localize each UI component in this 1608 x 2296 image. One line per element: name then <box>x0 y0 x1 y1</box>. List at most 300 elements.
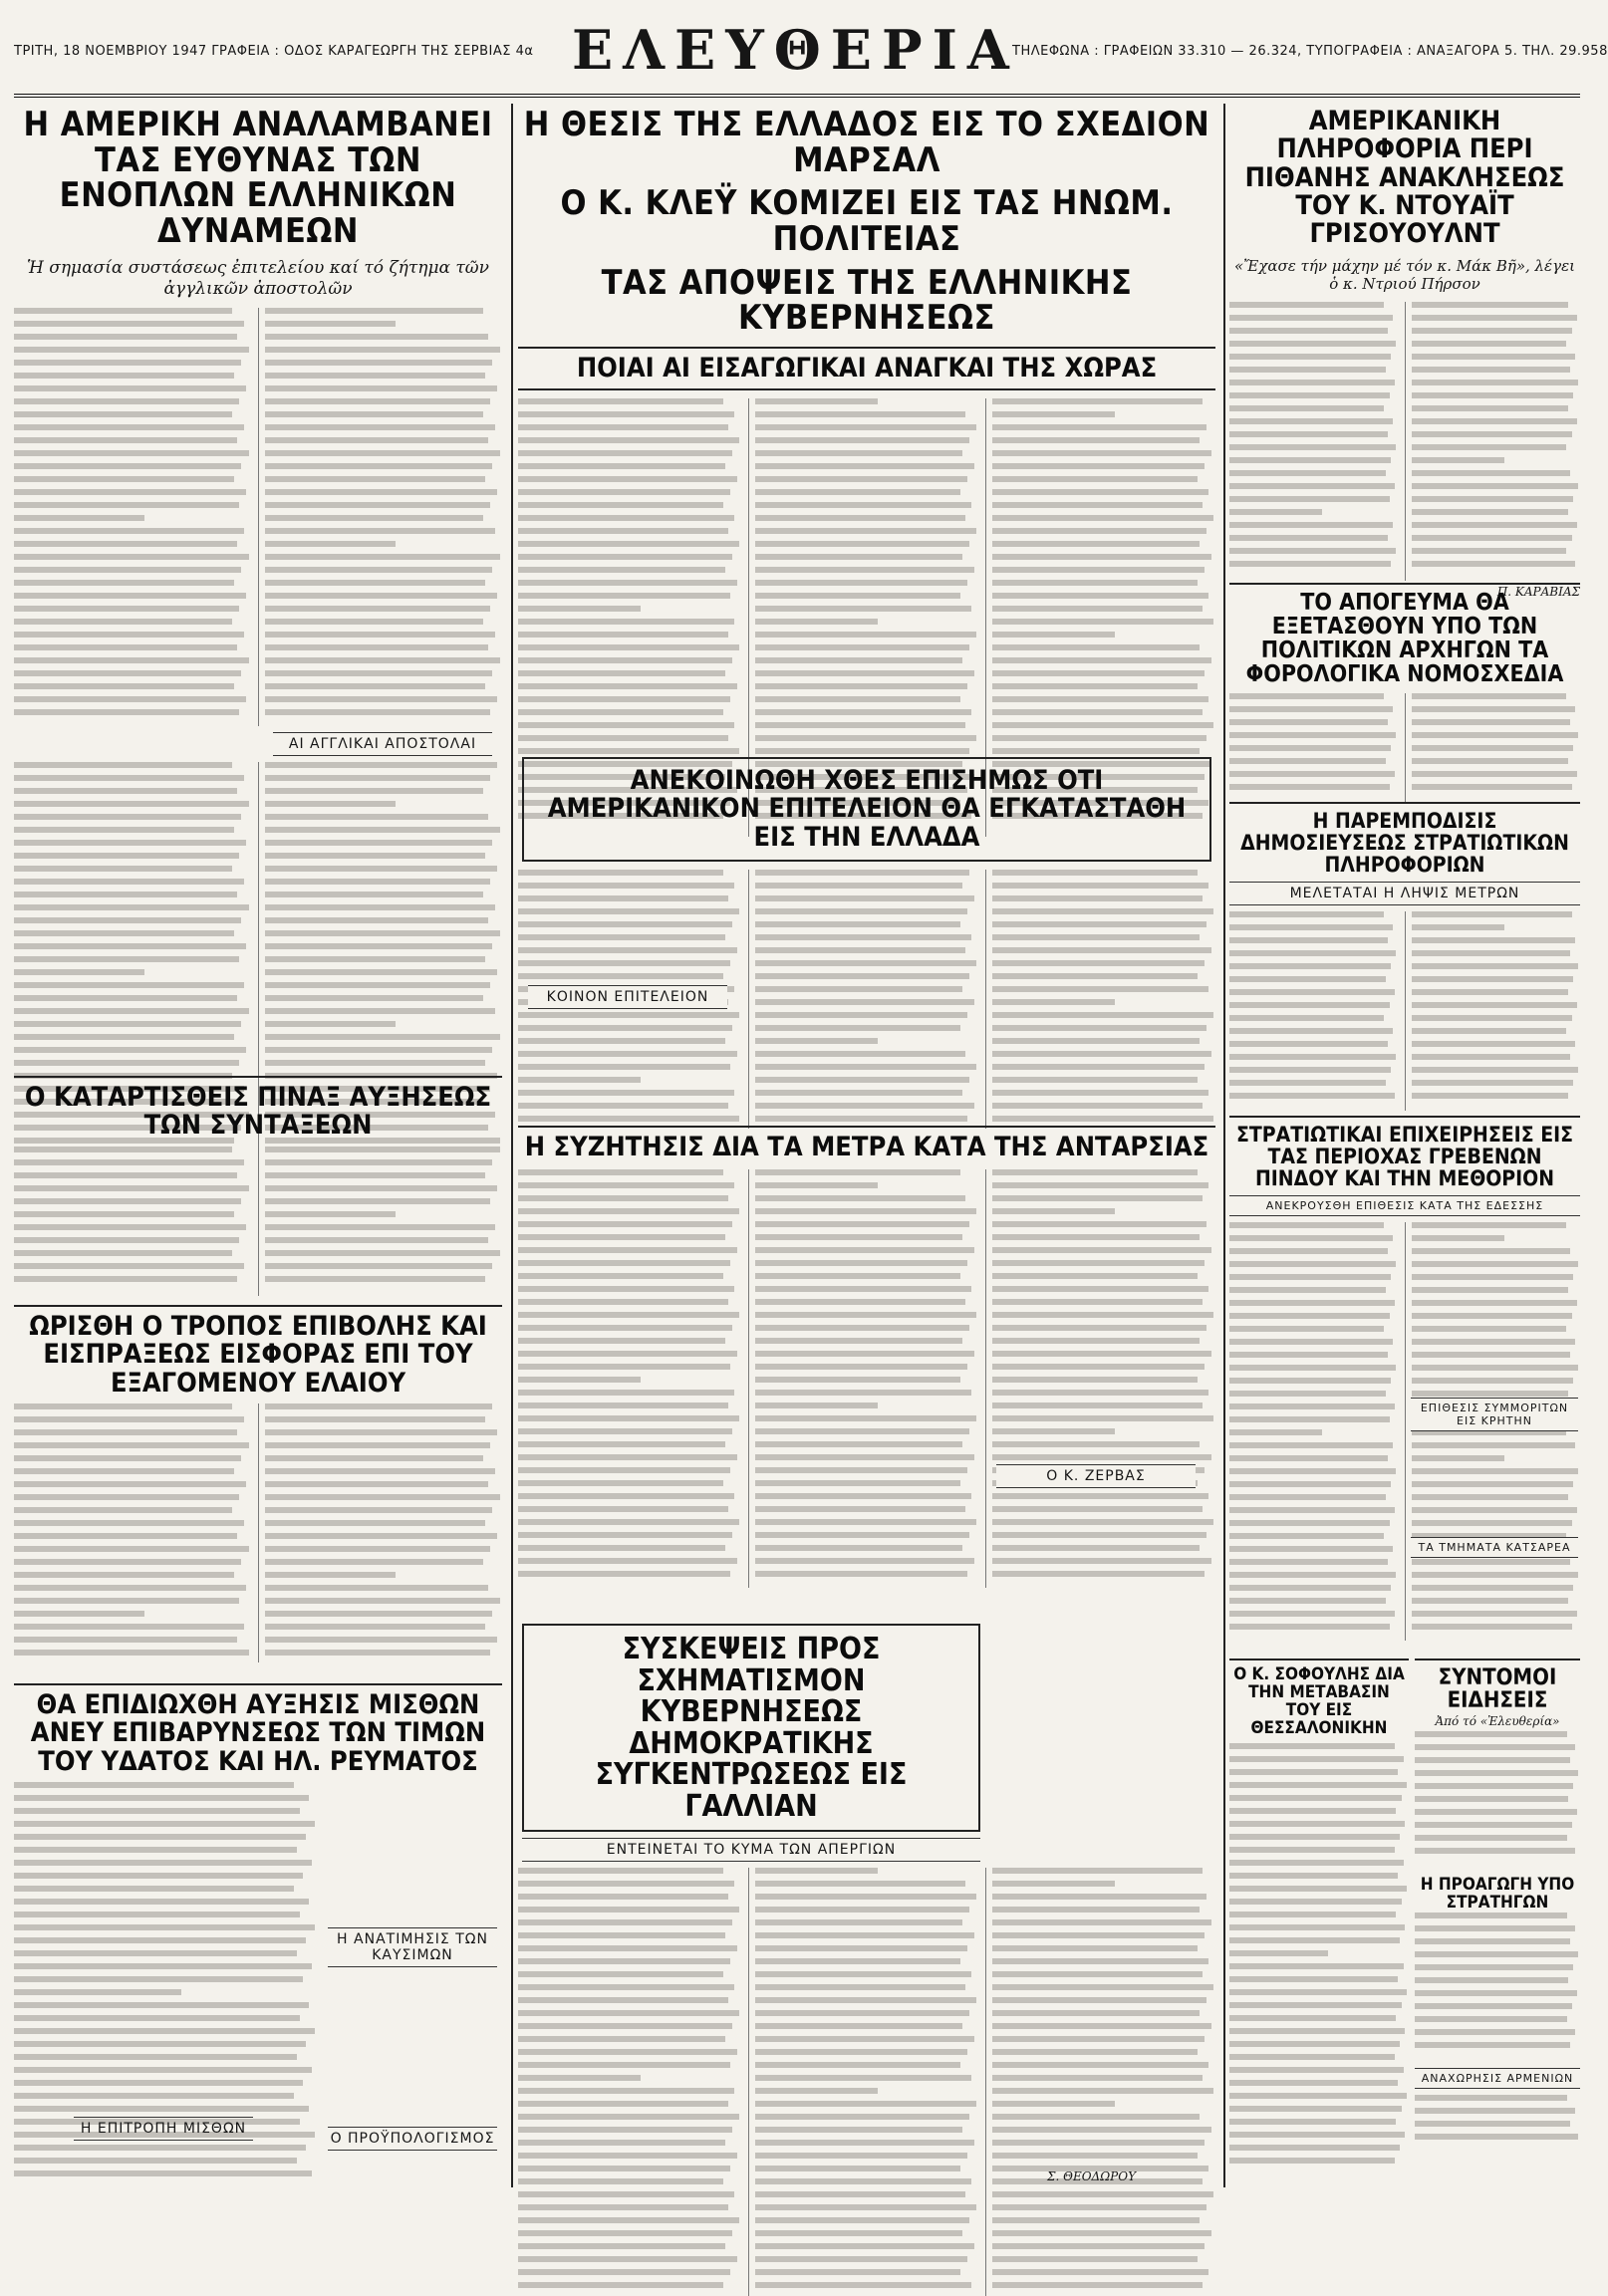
text-line <box>265 709 490 715</box>
text-line <box>992 1299 1203 1305</box>
text-line <box>992 921 1206 927</box>
text-line <box>755 2127 962 2133</box>
text-line <box>1229 1756 1404 1762</box>
text-line <box>1415 2121 1570 2127</box>
text-line <box>518 476 737 482</box>
text-line <box>1412 535 1572 541</box>
text-line <box>755 515 965 521</box>
text-line <box>265 1416 485 1422</box>
text-line <box>518 1299 728 1305</box>
text-line <box>518 1260 730 1266</box>
text-line <box>1229 354 1391 360</box>
text-line <box>265 1611 492 1617</box>
text-line <box>1412 1391 1568 1397</box>
text-line <box>518 1195 728 1201</box>
text-line <box>265 515 483 521</box>
text-line <box>14 334 237 340</box>
text-line <box>518 2153 737 2159</box>
headline: Η ΑΜΕΡΙΚΗ ΑΝΑΛΑΜΒΑΝΕΙ ΤΑΣ ΕΥΘΥΝΑΣ ΤΩΝ ΕΝΟΠΛΩΝ ΕΛΛΗΝΙΚΩΝ ΔΥΝΑΜΕΩΝ <box>23 105 493 252</box>
text-line <box>518 1090 734 1096</box>
text-line <box>1229 1287 1386 1293</box>
text-line <box>518 2023 732 2029</box>
text-line <box>755 735 976 741</box>
text-line <box>1229 405 1384 411</box>
article-body <box>518 1169 1215 1588</box>
text-line <box>1229 1808 1396 1814</box>
text-line <box>265 866 497 872</box>
text-line <box>1229 2132 1405 2138</box>
text-line <box>14 1546 249 1552</box>
text-line <box>1412 1274 1573 1280</box>
text-line <box>992 541 1200 547</box>
text-line <box>14 1808 300 1814</box>
text-line <box>992 1441 1200 1447</box>
text-line <box>992 1364 1205 1370</box>
text-line <box>992 1919 1211 1925</box>
text-line <box>992 450 1211 456</box>
text-line <box>1229 2080 1398 2086</box>
text-line <box>1415 2029 1575 2035</box>
text-line <box>1412 706 1575 712</box>
text-line <box>14 775 244 781</box>
text-line <box>265 580 485 586</box>
text-line <box>1229 1873 1398 1879</box>
text-line <box>1412 483 1578 489</box>
text-line <box>1412 1093 1568 1099</box>
text-line <box>14 606 239 612</box>
text-line <box>14 1403 232 1409</box>
text-line <box>265 930 500 936</box>
text-line <box>518 870 723 876</box>
text-line <box>1415 1809 1577 1815</box>
text-line <box>1229 1743 1395 1749</box>
text-line <box>518 2049 737 2055</box>
text-line <box>518 398 723 404</box>
text-line <box>14 1821 315 1827</box>
text-line <box>14 1834 306 1840</box>
text-line <box>265 1198 490 1204</box>
text-line <box>14 2145 306 2151</box>
subheading: ΕΝΤΕΙΝΕΤΑΙ ΤΟ ΚΥΜΑ ΤΩΝ ΑΠΕΡΓΙΩΝ <box>522 1838 980 1862</box>
subheading: ΚΟΙΝΟΝ ΕΠΙΤΕΛΕΙΟΝ <box>528 985 727 1009</box>
text-line <box>1229 431 1388 437</box>
text-line <box>14 930 234 936</box>
text-line <box>1412 1481 1573 1487</box>
text-line <box>755 398 878 404</box>
text-line <box>14 580 234 586</box>
text-line <box>14 1047 246 1053</box>
text-line <box>1229 561 1391 567</box>
text-line <box>992 1116 1213 1122</box>
text-line <box>14 398 239 404</box>
text-line <box>265 982 490 988</box>
headline: ΑΜΕΡΙΚΑΝΙΚΗ ΠΛΗΡΟΦΟΡΙΑ ΠΕΡΙ ΠΙΘΑΝΗΣ ΑΝΑΚΛΗΣΕΩΣ ΤΟΥ Κ. ΝΤΟΥΑΪΤ ΓΡΙΣΟΥΟΥΛΝΤ <box>1244 106 1565 250</box>
text-line <box>1229 1015 1384 1021</box>
text-line <box>1229 1028 1393 1034</box>
text-line <box>518 619 734 625</box>
text-line <box>1229 2041 1400 2047</box>
text-line <box>755 1260 967 1266</box>
article-pension-table <box>14 1076 502 1305</box>
text-line <box>518 2075 641 2081</box>
text-line <box>14 2106 309 2112</box>
article-military-operations <box>1229 1116 1580 1654</box>
text-line <box>14 2093 294 2099</box>
text-line <box>14 1937 306 1943</box>
text-line <box>1229 1782 1407 1788</box>
text-line <box>1229 367 1386 373</box>
text-line <box>992 2153 1198 2159</box>
text-line <box>518 2256 737 2262</box>
text-line <box>518 644 739 650</box>
text-line <box>1229 1442 1393 1448</box>
text-line <box>14 1611 144 1617</box>
text-line <box>1412 405 1568 411</box>
text-line <box>518 1945 737 1951</box>
text-line <box>1415 1731 1567 1737</box>
article-olive-oil-levy <box>14 1305 502 1683</box>
text-line <box>1229 1572 1396 1578</box>
text-line <box>14 892 237 897</box>
text-line <box>265 1650 490 1656</box>
text-line <box>1412 367 1570 373</box>
text-line <box>265 463 492 469</box>
text-line <box>1415 1848 1575 1854</box>
text-line <box>1412 1598 1568 1604</box>
text-line <box>14 463 241 469</box>
text-line <box>755 2256 967 2262</box>
text-line <box>1229 693 1384 699</box>
headline: Η ΘΕΣΙΣ ΤΗΣ ΕΛΛΑΔΟΣ ΕΙΣ ΤΟ ΣΧΕΔΙΟΝ ΜΑΡΣΑΛ <box>523 105 1210 180</box>
text-line <box>1412 1054 1570 1060</box>
text-line <box>755 1907 969 1913</box>
text-line <box>265 969 497 975</box>
text-line <box>265 411 483 417</box>
text-line <box>14 1237 239 1243</box>
text-line <box>518 515 734 521</box>
text-line <box>755 2178 971 2184</box>
text-line <box>518 1467 730 1473</box>
text-line <box>992 1038 1200 1044</box>
text-line <box>1229 1899 1402 1905</box>
text-line <box>265 1159 492 1165</box>
text-line <box>755 1012 967 1018</box>
text-line <box>992 1545 1200 1551</box>
text-line <box>755 1894 976 1900</box>
text-line <box>1415 1938 1570 1944</box>
text-line <box>1229 1937 1400 1943</box>
text-line <box>1412 418 1577 424</box>
text-line <box>14 1533 237 1539</box>
text-line <box>265 1429 497 1435</box>
text-line <box>1412 470 1570 476</box>
text-line <box>755 541 969 547</box>
text-line <box>265 1021 396 1027</box>
text-line <box>1412 1222 1566 1228</box>
text-line <box>518 657 732 663</box>
text-line <box>14 879 244 885</box>
text-line <box>1415 1977 1568 1983</box>
text-line <box>518 2269 730 2275</box>
text-line <box>992 1025 1206 1031</box>
text-line <box>14 1976 303 1982</box>
text-line <box>1229 911 1384 917</box>
text-line <box>755 1984 965 1990</box>
text-line <box>265 360 492 366</box>
text-line <box>992 2269 1208 2275</box>
text-line <box>265 814 488 820</box>
headline: ΣΥΝΤΟΜΟΙ ΕΙΔΗΣΕΙΣ <box>1438 1665 1557 1714</box>
text-line <box>1229 963 1391 969</box>
text-line <box>755 1493 971 1499</box>
text-line <box>518 1571 730 1577</box>
text-line <box>1229 1769 1398 1775</box>
text-line <box>1412 1455 1504 1461</box>
text-line <box>14 840 246 846</box>
text-line <box>992 632 1115 638</box>
text-line <box>1412 444 1566 450</box>
article-marshall-plan <box>518 105 1215 755</box>
subheading: ΑΝΑΧΩΡΗΣΙΣ ΑΡΜΕΝΙΩΝ <box>1415 2068 1580 2089</box>
text-line <box>755 1325 969 1331</box>
text-line <box>1415 1913 1567 1918</box>
text-line <box>14 1429 237 1435</box>
text-line <box>1229 2106 1402 2112</box>
text-line <box>518 1234 725 1240</box>
text-line <box>1229 1520 1390 1526</box>
text-line <box>265 1572 396 1578</box>
text-line <box>1229 1339 1393 1345</box>
text-line <box>518 1012 739 1018</box>
article-body <box>1229 911 1580 1111</box>
text-line <box>265 1185 497 1191</box>
text-line <box>1412 745 1573 751</box>
text-line <box>14 827 234 833</box>
text-line <box>1229 548 1396 554</box>
text-line <box>1229 1546 1393 1552</box>
text-line <box>518 1415 739 1421</box>
text-line <box>1229 1821 1405 1827</box>
text-line <box>14 1847 297 1853</box>
text-line <box>1229 1261 1396 1267</box>
text-line <box>518 1919 732 1925</box>
text-line <box>1412 719 1570 725</box>
text-line <box>518 2230 732 2236</box>
text-line <box>992 502 1203 508</box>
text-line <box>14 1873 303 1879</box>
text-line <box>992 870 1198 876</box>
text-line <box>992 999 1115 1005</box>
text-line <box>518 2243 725 2249</box>
text-line <box>265 762 497 768</box>
text-line <box>1412 1365 1578 1371</box>
column-rule <box>511 104 513 2187</box>
text-line <box>518 2036 725 2042</box>
subheading: Η ΑΝΑΤΙΜΗΣΙΣ ΤΩΝ ΚΑΥΣΙΜΩΝ <box>328 1927 497 1967</box>
text-line <box>992 657 1211 663</box>
text-line <box>14 1021 241 1027</box>
text-line <box>755 883 962 889</box>
text-line <box>755 1338 962 1344</box>
text-line <box>755 463 974 469</box>
text-line <box>755 934 971 940</box>
text-line <box>14 1172 237 1178</box>
text-line <box>992 1907 1200 1913</box>
text-line <box>518 1894 728 1900</box>
text-line <box>755 960 976 966</box>
text-line <box>265 437 488 443</box>
text-line <box>518 1390 734 1396</box>
article-anti-rebellion-measures <box>518 1126 1215 1624</box>
text-line <box>518 895 728 901</box>
text-line <box>992 986 1208 992</box>
text-line <box>1229 1274 1391 1280</box>
text-line <box>518 2191 734 2197</box>
text-line <box>265 1533 497 1539</box>
text-line <box>1412 1611 1577 1617</box>
text-line <box>518 528 728 534</box>
text-line <box>992 1338 1200 1344</box>
text-line <box>1415 1770 1578 1776</box>
text-line <box>755 1868 878 1874</box>
subheading: Η ΕΠΙΤΡΟΠΗ ΜΙΣΘΩΝ <box>74 2117 253 2141</box>
text-line <box>518 606 641 612</box>
text-line <box>518 1403 728 1408</box>
text-line <box>518 489 730 495</box>
text-line <box>14 866 232 872</box>
text-line <box>992 567 1205 573</box>
text-line <box>992 709 1203 715</box>
text-line <box>1229 1624 1390 1630</box>
text-line <box>1229 302 1384 308</box>
text-line <box>1229 1886 1407 1892</box>
text-line <box>755 632 976 638</box>
text-line <box>518 1208 739 1214</box>
text-line <box>1229 1352 1388 1358</box>
headline: Η ΣΥΖΗΤΗΣΙΣ ΔΙΑ ΤΑ ΜΕΤΡΑ ΚΑΤΑ ΤΗΣ ΑΝΤΑΡΣΙΑΣ <box>524 1132 1209 1162</box>
text-line <box>518 908 739 914</box>
text-line <box>1412 1300 1577 1306</box>
text-line <box>518 1051 737 1057</box>
text-line <box>1229 732 1396 738</box>
text-line <box>1229 2054 1395 2060</box>
subheading: ΑΙ ΑΓΓΛΙΚΑΙ ΑΠΟΣΤΟΛΑΙ <box>273 732 492 756</box>
text-line <box>265 1172 485 1178</box>
text-line <box>1412 784 1572 790</box>
text-line <box>14 1924 315 1930</box>
text-line <box>992 947 1211 953</box>
text-line <box>755 411 965 417</box>
text-line <box>992 895 1203 901</box>
text-line <box>1412 1261 1578 1267</box>
text-line <box>518 1506 728 1512</box>
text-line <box>1229 1080 1386 1086</box>
text-line <box>755 1558 974 1564</box>
text-line <box>1412 1248 1570 1254</box>
text-line <box>755 1169 960 1175</box>
text-line <box>1412 457 1504 463</box>
text-line <box>1229 1611 1395 1617</box>
text-line <box>755 748 969 754</box>
text-line <box>1412 1080 1573 1086</box>
text-line <box>992 2191 1213 2197</box>
text-line <box>1415 2134 1578 2140</box>
article-body <box>14 308 502 726</box>
text-line <box>265 502 490 508</box>
text-line <box>14 670 241 676</box>
text-line <box>14 619 232 625</box>
text-line <box>1229 341 1396 347</box>
text-line <box>265 1507 492 1513</box>
text-line <box>1412 976 1573 982</box>
text-line <box>755 696 960 702</box>
text-line <box>755 2269 960 2275</box>
text-line <box>265 373 485 379</box>
text-line <box>518 1077 641 1083</box>
text-line <box>755 619 878 625</box>
article-body <box>1229 302 1580 581</box>
text-line <box>1229 1834 1400 1840</box>
text-line <box>755 1945 967 1951</box>
text-line <box>14 1963 312 1969</box>
text-line <box>992 1377 1198 1383</box>
text-line <box>992 683 1198 689</box>
text-line <box>518 541 739 547</box>
text-line <box>992 1260 1205 1266</box>
text-line <box>755 1299 965 1305</box>
text-line <box>755 1441 962 1447</box>
text-line <box>1229 989 1395 995</box>
text-line <box>992 1506 1203 1512</box>
text-line <box>518 1103 728 1109</box>
text-line <box>14 2028 315 2034</box>
text-line <box>265 398 490 404</box>
headline: Ο Κ. ΚΛΕΫ ΚΟΜΙΖΕΙ ΕΙΣ ΤΑΣ ΗΝΩΜ. ΠΟΛΙΤΕΙΑΣ <box>560 183 1174 260</box>
text-line <box>1412 924 1504 930</box>
text-line <box>755 657 962 663</box>
text-line <box>992 670 1205 676</box>
text-line <box>1229 1507 1395 1513</box>
text-line <box>755 1077 969 1083</box>
text-line <box>518 502 723 508</box>
text-line <box>518 883 734 889</box>
text-line <box>755 1997 976 2003</box>
article-american-command <box>14 105 502 1104</box>
text-line <box>992 748 1200 754</box>
text-line <box>755 1454 974 1460</box>
text-line <box>518 567 725 573</box>
text-line <box>518 722 734 728</box>
text-line <box>1229 1989 1407 1995</box>
text-line <box>1229 535 1388 541</box>
text-line <box>265 1624 485 1630</box>
subheading: Ο ΠΡΟΫΠΟΛΟΓΙΣΜΟΣ <box>328 2127 497 2151</box>
masthead-date-line: ΤΡΙΤΗ, 18 ΝΟΕΜΒΡΙΟΥ 1947 ΓΡΑΦΕΙΑ : ΟΔΟΣ ΚΑΡΑΓΕΩΡΓΗ ΤΗΣ ΣΕΡΒΙΑΣ 4α <box>14 44 534 59</box>
text-line <box>1412 937 1575 943</box>
text-line <box>1229 1481 1391 1487</box>
text-line <box>1412 1287 1568 1293</box>
text-line <box>265 334 488 340</box>
text-line <box>265 683 485 689</box>
text-line <box>755 2101 976 2107</box>
text-line <box>14 1886 294 1892</box>
text-line <box>992 580 1198 586</box>
text-line <box>1229 315 1393 321</box>
text-line <box>992 2049 1198 2055</box>
text-line <box>1412 758 1568 764</box>
text-line <box>265 567 492 573</box>
text-line <box>755 1467 967 1473</box>
